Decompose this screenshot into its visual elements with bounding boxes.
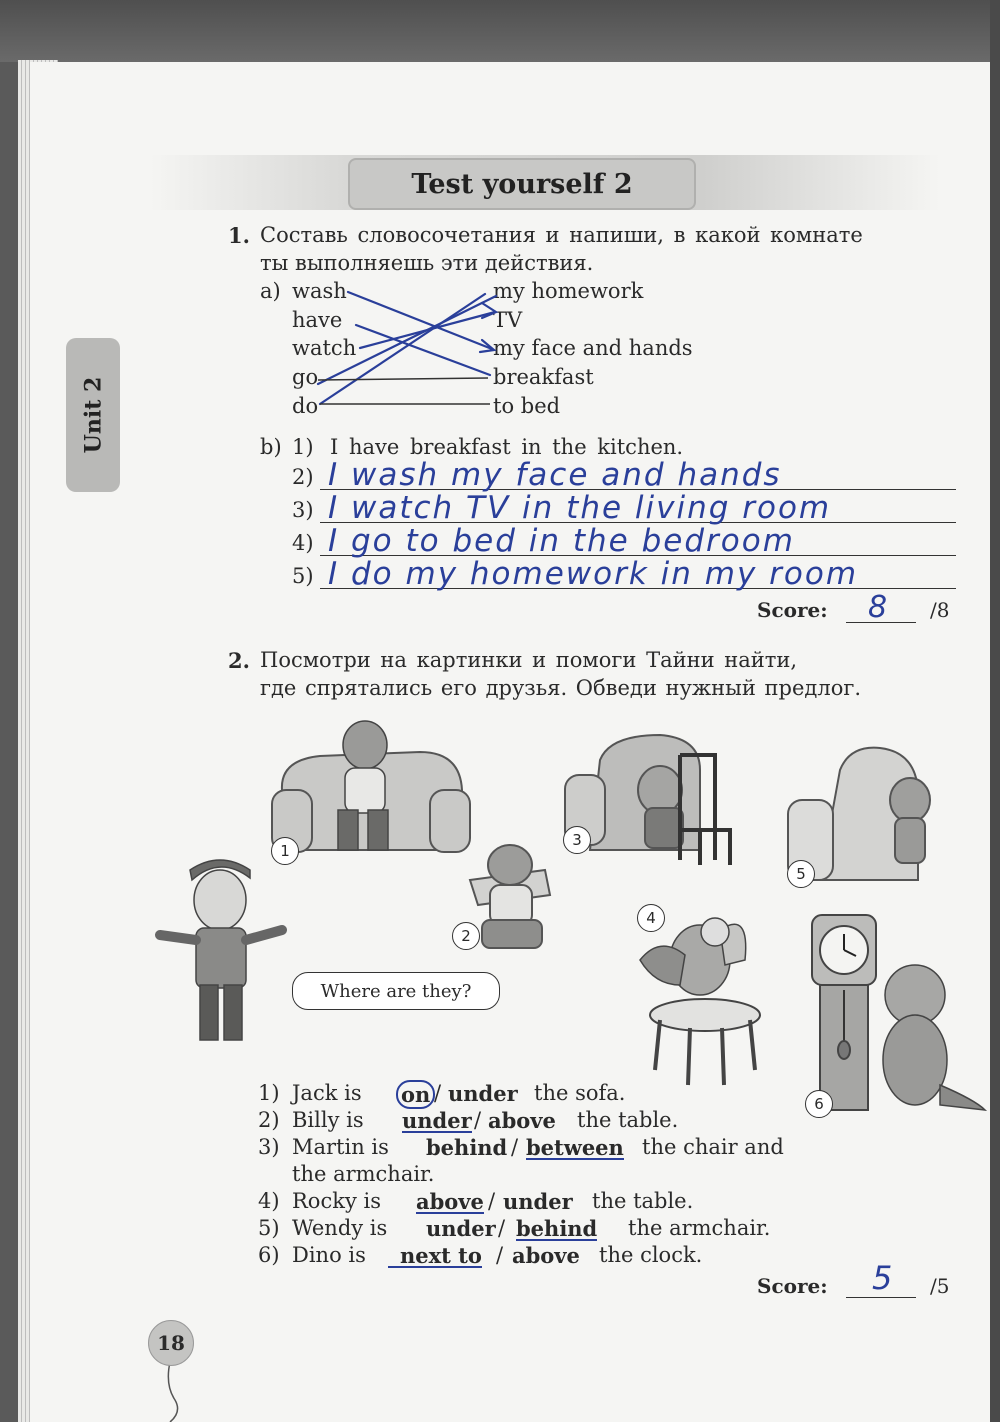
handwritten-answer-5: I do my homework in my room xyxy=(328,556,859,592)
sentence-3-rest-line2: the armchair. xyxy=(292,1162,435,1186)
sentence-3-number: 3) xyxy=(258,1135,280,1159)
exercise2-number: 2. xyxy=(228,648,250,673)
page-title: Test yourself 2 xyxy=(348,158,696,210)
sentence-2-slash: / xyxy=(474,1108,482,1132)
exercise2-score-max: /5 xyxy=(930,1274,950,1298)
sentence-5-option-behind: behind xyxy=(516,1216,598,1241)
sentence-3-option-between: between xyxy=(526,1135,624,1160)
answer-number-2: 2) xyxy=(292,465,314,489)
sentence-5-slash: / xyxy=(498,1216,506,1240)
noun-my-homework: my homework xyxy=(493,279,644,303)
picture-number-1: 1 xyxy=(271,837,299,865)
sentence-5-option-under: under xyxy=(426,1216,496,1241)
sentence-4-slash: / xyxy=(488,1189,496,1213)
verb-watch: watch xyxy=(292,336,357,360)
sentence-6-option-next-to: next to xyxy=(388,1245,482,1268)
sentence-4-subject: Rocky is xyxy=(292,1189,381,1213)
exercise1-instruction-line2: ты выполняешь эти действия. xyxy=(260,251,594,275)
sentence-4-option-under: under xyxy=(503,1189,573,1214)
exercise1-score-max: /8 xyxy=(930,598,950,622)
sentence-2-subject: Billy is xyxy=(292,1108,364,1132)
sentence-2-option-under: under xyxy=(402,1108,472,1133)
noun-tv: TV xyxy=(493,308,523,332)
balloon-string-icon xyxy=(168,1362,177,1422)
picture-number-4: 4 xyxy=(637,904,665,932)
sentence-5-subject: Wendy is xyxy=(292,1216,388,1240)
page-number: 18 xyxy=(148,1320,194,1366)
sentence-4-number: 4) xyxy=(258,1189,280,1213)
exercise2-score-value: 5 xyxy=(872,1259,895,1297)
verb-go: go xyxy=(292,365,319,389)
answer-number-3: 3) xyxy=(292,498,314,522)
sentence-6-option-above: above xyxy=(512,1243,580,1268)
sentence-6-slash: / xyxy=(496,1243,504,1267)
sentence-4-rest: the table. xyxy=(592,1189,694,1213)
handwritten-answer-4: I go to bed in the bedroom xyxy=(328,523,795,559)
exercise2-score-label: Score: xyxy=(757,1274,828,1298)
verb-do: do xyxy=(292,394,319,418)
unit-tab-label: Unit 2 xyxy=(80,376,107,454)
example-sentence: I have breakfast in the kitchen. xyxy=(330,435,684,459)
sentence-1-rest: the sofa. xyxy=(534,1081,626,1105)
sentence-3-slash: / xyxy=(511,1135,519,1159)
picture-number-2: 2 xyxy=(452,922,480,950)
exercise2-instruction-line2: где спрятались его друзья. Обведи нужный предлог. xyxy=(260,676,862,700)
sentence-1-option-on: on xyxy=(396,1080,435,1109)
sentence-1-subject: Jack is xyxy=(292,1081,362,1105)
sentence-2-option-above: above xyxy=(488,1108,556,1133)
example-number: 1) xyxy=(292,435,314,459)
part-a-label: a) xyxy=(260,279,281,303)
sentence-1-option-under: under xyxy=(448,1081,518,1106)
sentence-6-subject: Dino is xyxy=(292,1243,366,1267)
picture-number-5: 5 xyxy=(787,860,815,888)
noun-breakfast: breakfast xyxy=(493,365,594,389)
part-b-label: b) xyxy=(260,435,282,459)
sentence-1-number: 1) xyxy=(258,1081,280,1105)
speech-bubble: Where are they? xyxy=(292,972,500,1010)
verb-wash: wash xyxy=(292,279,347,303)
sentence-3-subject: Martin is xyxy=(292,1135,389,1159)
match-line-do-homework xyxy=(320,294,485,404)
exercise1-score-label: Score: xyxy=(757,598,828,622)
answer-number-4: 4) xyxy=(292,531,314,555)
handwritten-answer-3: I watch TV in the living room xyxy=(328,490,832,526)
match-line-printed-go-breakfast xyxy=(318,378,488,380)
exercise1-score-value: 8 xyxy=(868,590,890,625)
sentence-2-rest: the table. xyxy=(577,1108,679,1132)
match-line-wash-face xyxy=(348,292,492,349)
noun-my-face-and-hands: my face and hands xyxy=(493,336,693,360)
sentence-5-rest: the armchair. xyxy=(628,1216,771,1240)
sentence-1-slash: / xyxy=(434,1081,442,1105)
noun-to-bed: to bed xyxy=(493,394,561,418)
sentence-5-number: 5) xyxy=(258,1216,280,1240)
exercise1-instruction-line1: Составь словосочетания и напиши, в какой комнате xyxy=(260,223,863,247)
sentence-6-number: 6) xyxy=(258,1243,280,1267)
verb-have: have xyxy=(292,308,343,332)
sentence-4-option-above: above xyxy=(416,1189,484,1214)
sentence-3-rest: the chair and xyxy=(642,1135,784,1159)
picture-number-3: 3 xyxy=(563,826,591,854)
exercise1-number: 1. xyxy=(228,223,250,248)
answer-number-5: 5) xyxy=(292,564,314,588)
handwritten-answer-2: I wash my face and hands xyxy=(328,457,782,493)
sentence-3-option-behind: behind xyxy=(426,1135,508,1160)
sentence-6-rest: the clock. xyxy=(599,1243,703,1267)
picture-number-6: 6 xyxy=(805,1090,833,1118)
exercise2-instruction-line1: Посмотри на картинки и помоги Тайни найти, xyxy=(260,648,798,672)
sentence-2-number: 2) xyxy=(258,1108,280,1132)
